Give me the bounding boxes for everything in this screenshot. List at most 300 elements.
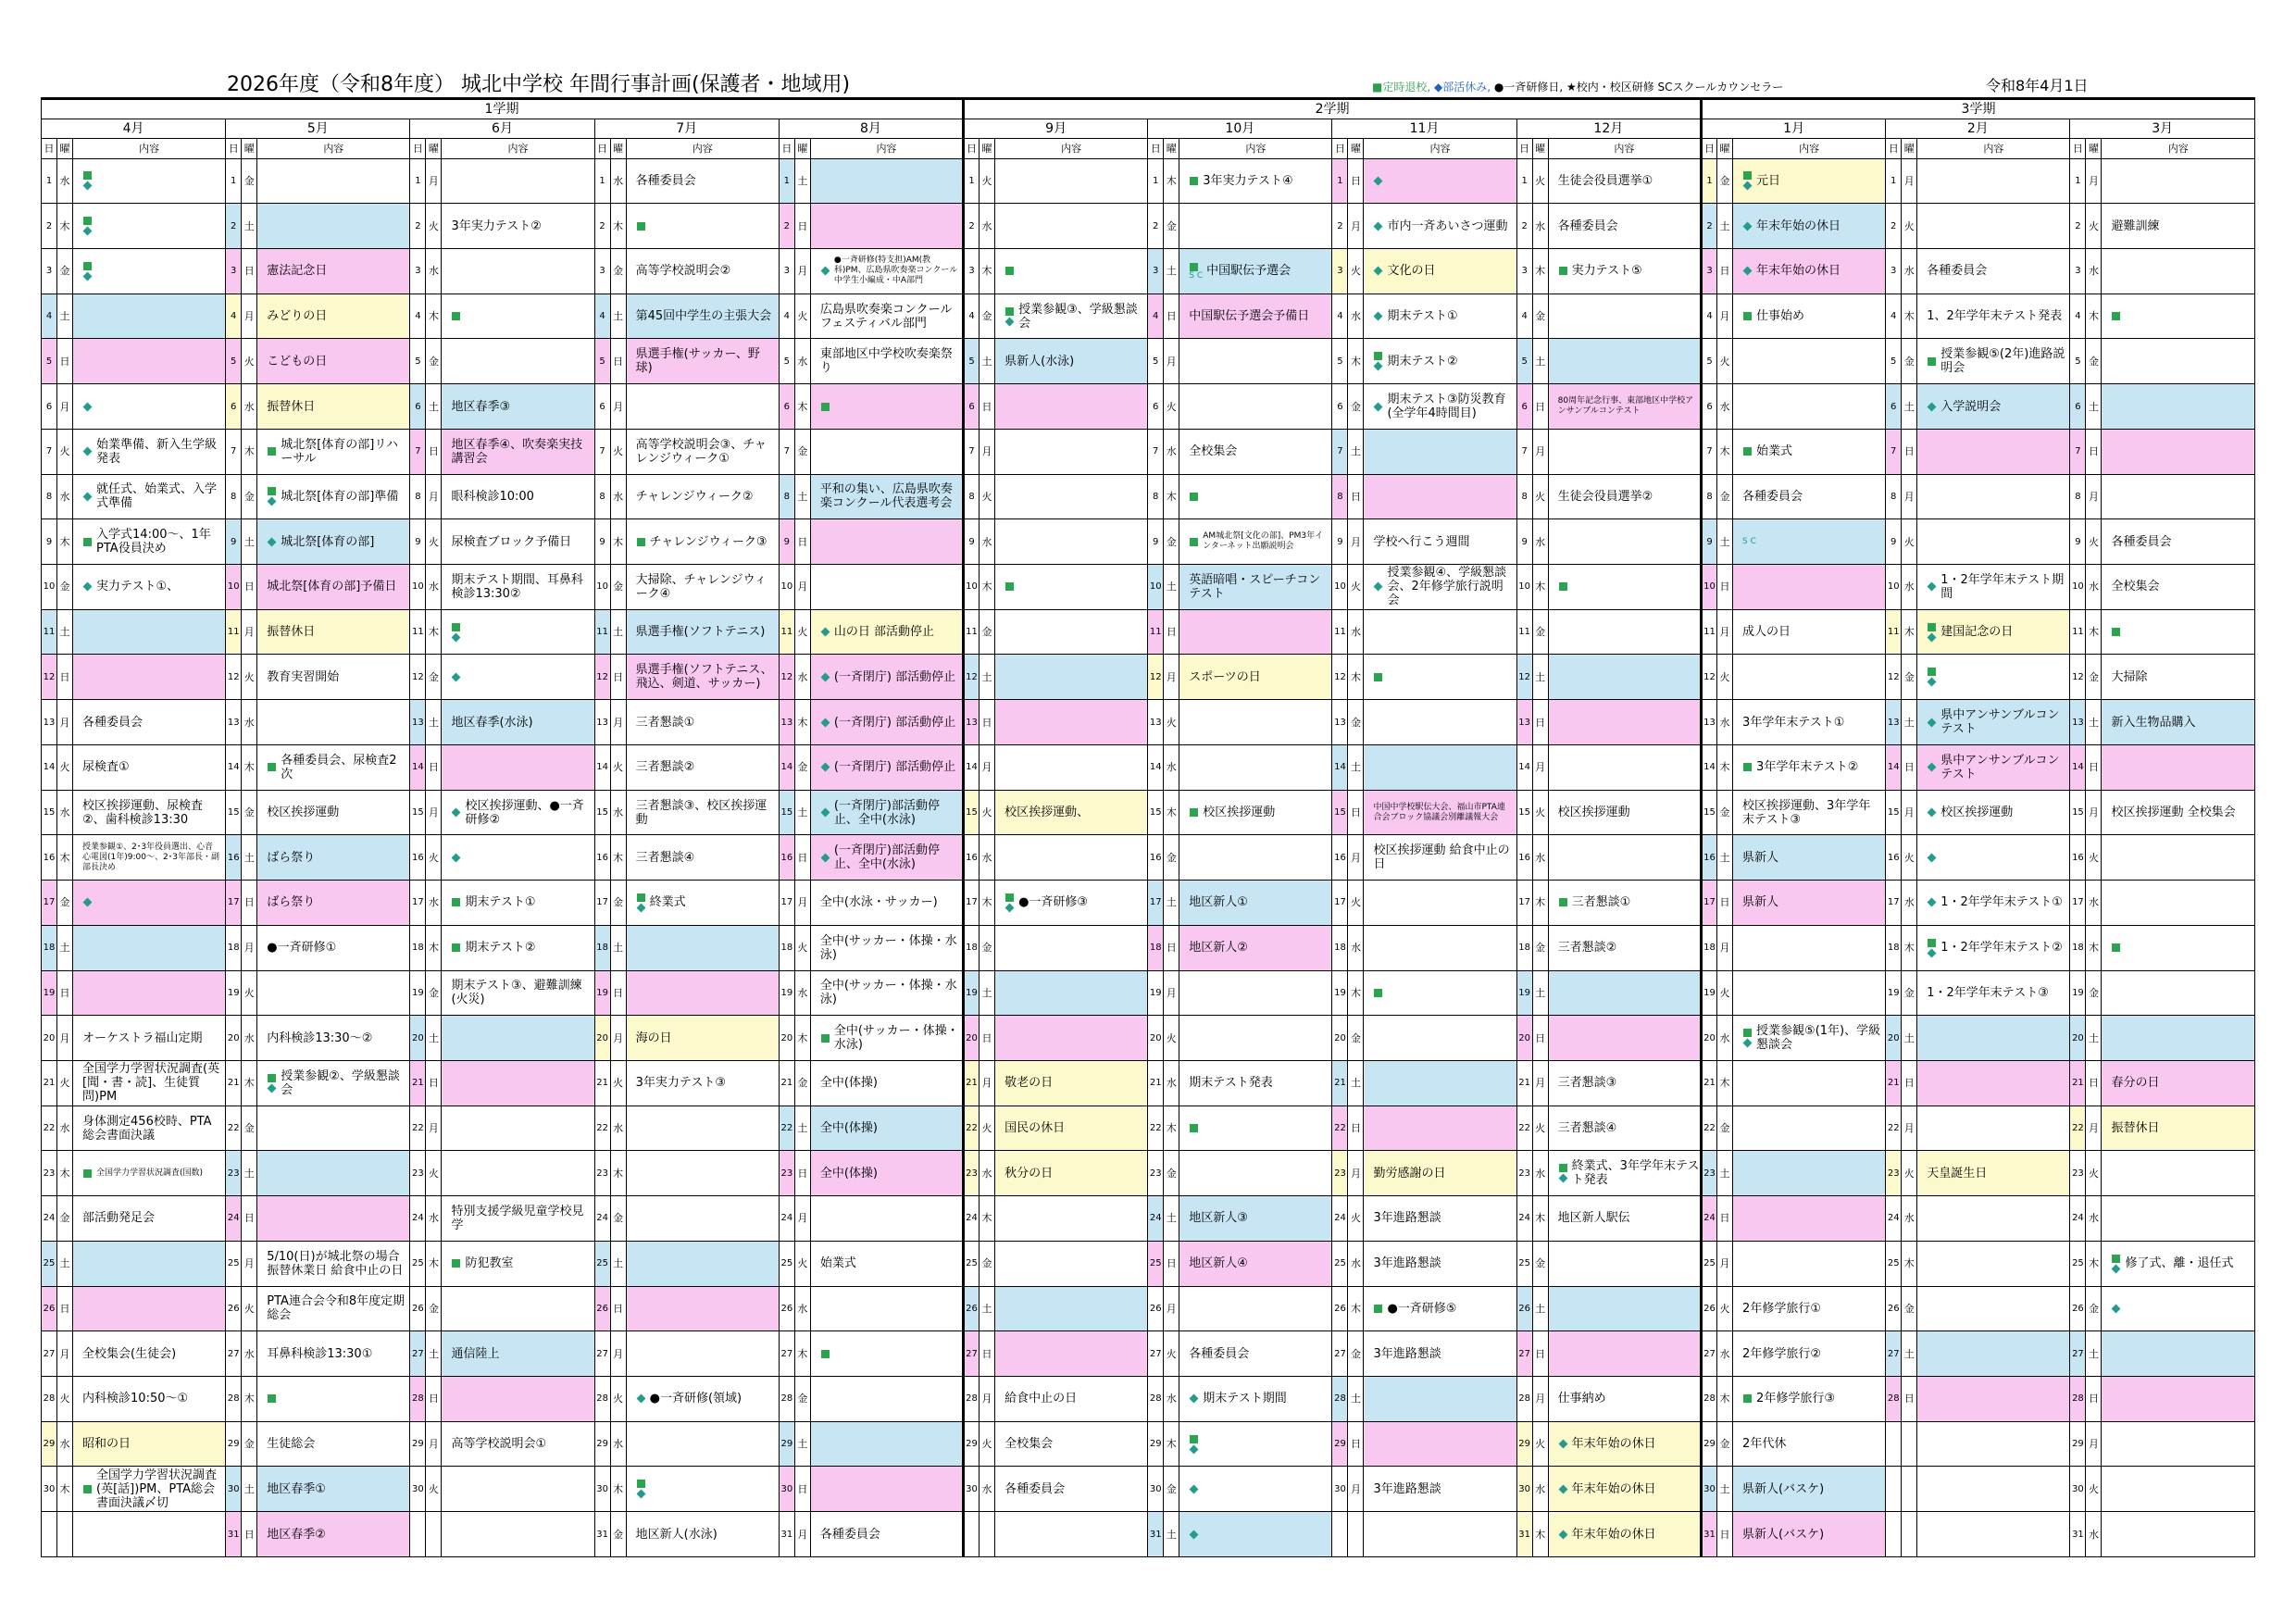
day-of-week: 月: [794, 249, 810, 294]
day-of-week: 月: [57, 1016, 73, 1061]
day-of-week: 月: [2086, 158, 2102, 204]
day-content: [810, 204, 963, 249]
event-text: 仕事納め: [1557, 1392, 1606, 1406]
day-content: [1917, 429, 2070, 474]
day-content: [73, 384, 226, 430]
day-content: [1548, 1512, 1701, 1557]
day-of-week: 木: [1164, 158, 1179, 204]
bukatsu-diamond-icon: [1558, 1440, 1567, 1449]
day-of-week: 月: [1164, 339, 1179, 384]
day-of-week: 土: [1532, 655, 1548, 700]
day-number: 15: [1516, 790, 1532, 835]
event-text: ばら祭り: [267, 895, 316, 910]
day-number: 16: [2070, 835, 2086, 881]
day-of-week: 水: [2086, 249, 2102, 294]
event-text: 山の日 部活動停止: [833, 625, 934, 640]
day-of-week: 火: [1164, 700, 1179, 745]
day-number: 31: [1148, 1512, 1164, 1557]
event-text: 各種委員会: [1927, 264, 1988, 279]
day-number: 23: [964, 1151, 980, 1196]
day-content: [1733, 925, 1886, 970]
day-content: [1179, 474, 1332, 519]
day-content: [2102, 1331, 2255, 1377]
day-content: [1733, 249, 1886, 294]
day-content: [1364, 1376, 1516, 1421]
day-number: 2: [1148, 204, 1164, 249]
teiji-square-icon: [1928, 939, 1936, 947]
day-content: [1733, 429, 1886, 474]
day-of-week: 土: [1164, 249, 1179, 294]
day-of-week: 土: [242, 835, 257, 881]
teiji-square-icon: [1374, 673, 1382, 681]
teiji-square-icon: [83, 262, 92, 270]
day-content: [810, 1106, 963, 1151]
day-content: [73, 881, 226, 926]
day-content: [1733, 158, 1886, 204]
day-content: [442, 565, 594, 610]
day-content: [810, 790, 963, 835]
day-content: [1364, 835, 1516, 881]
day-of-week: 月: [980, 1060, 995, 1106]
day-content: [1548, 835, 1701, 881]
day-of-week: 日: [57, 1286, 73, 1331]
marker-group: [820, 672, 830, 682]
teiji-square-icon: [1374, 989, 1382, 997]
day-of-week: 水: [1532, 204, 1548, 249]
month-header: 4月: [42, 119, 226, 139]
event-text: (一斉閉庁)部活動停止、全中(水泳): [833, 843, 940, 872]
event-text: 授業参観④、学級懇談会、2年修学旅行説明会: [1387, 566, 1507, 608]
event-text: 地区春季④、吹奏楽実技講習会: [451, 437, 583, 466]
day-of-week: 月: [1532, 1376, 1548, 1421]
day-of-week: 木: [242, 744, 257, 790]
day-content: [810, 1331, 963, 1377]
day-of-week: 木: [794, 384, 810, 430]
day-of-week: 土: [242, 204, 257, 249]
day-content: [1733, 609, 1886, 655]
day-number: 27: [964, 1331, 980, 1377]
event-text: 5/10(日)が城北祭の場合振替休業日 給食中止の日: [267, 1249, 404, 1278]
day-content: [73, 1331, 226, 1377]
day-content: [1364, 655, 1516, 700]
day-number: 6: [1332, 384, 1348, 430]
day-of-week: 土: [1164, 565, 1179, 610]
day-number: 9: [1886, 519, 1902, 565]
event-text: 身体測定456校時、PTA総会書面決議: [82, 1114, 212, 1143]
day-of-week: 水: [1717, 700, 1733, 745]
marker-group: [1004, 306, 1015, 327]
day-of-week: [1902, 1467, 1917, 1512]
day-content: [1917, 565, 2070, 610]
day-content: [2102, 474, 2255, 519]
day-content: [1917, 609, 2070, 655]
marker-group: [636, 537, 646, 547]
day-number: 6: [1886, 384, 1902, 430]
day-content: [257, 881, 410, 926]
day-number: 16: [779, 835, 794, 881]
day-content: [2102, 158, 2255, 204]
event-text: 各種委員会: [819, 1527, 880, 1542]
col-day-label: 日: [2070, 139, 2086, 158]
teiji-square-icon: [452, 898, 460, 906]
day-number: 28: [1886, 1376, 1902, 1421]
day-number: 11: [1702, 609, 1717, 655]
day-content: [442, 1286, 594, 1331]
day-number: 27: [1148, 1331, 1164, 1377]
day-content: [995, 925, 1148, 970]
day-number: 28: [42, 1376, 57, 1421]
day-of-week: 金: [1348, 700, 1364, 745]
event-text: 新入生物品購入: [2111, 715, 2196, 730]
day-row: [42, 1421, 2255, 1467]
day-number: 24: [410, 1196, 426, 1242]
day-content: [1364, 744, 1516, 790]
event-text: 部活動発足会: [82, 1211, 156, 1226]
event-text: 元日: [1756, 173, 1781, 188]
day-of-week: 月: [610, 1331, 626, 1377]
teiji-square-icon: [83, 1485, 92, 1493]
day-content: [442, 655, 594, 700]
day-content: [1548, 519, 1701, 565]
col-day-label: 日: [1332, 139, 1348, 158]
day-content: [73, 565, 226, 610]
day-number: 19: [1886, 970, 1902, 1016]
teiji-square-icon: [1005, 307, 1014, 316]
day-content: [1364, 204, 1516, 249]
event-text: 建国記念の日: [1940, 625, 2014, 640]
event-text: 3年学年末テスト②: [1756, 760, 1859, 775]
day-content: [1179, 1106, 1332, 1151]
day-content: [1179, 339, 1332, 384]
day-number: 1: [1148, 158, 1164, 204]
day-content: [1917, 1376, 2070, 1421]
day-number: 5: [2070, 339, 2086, 384]
day-number: 14: [1148, 744, 1164, 790]
day-content: [1733, 294, 1886, 339]
day-content: [73, 790, 226, 835]
day-content: [810, 249, 963, 294]
day-number: 18: [779, 925, 794, 970]
day-content: [442, 429, 594, 474]
day-content: [626, 744, 779, 790]
day-number: 15: [410, 790, 426, 835]
day-of-week: 土: [794, 158, 810, 204]
day-number: 21: [964, 1060, 980, 1106]
month-header: 6月: [410, 119, 594, 139]
day-of-week: 金: [1717, 158, 1733, 204]
col-content-label: 内容: [2102, 139, 2255, 158]
day-of-week: 火: [2086, 1151, 2102, 1196]
day-of-week: 金: [1532, 1241, 1548, 1286]
day-of-week: 木: [794, 700, 810, 745]
day-of-week: 日: [980, 1331, 995, 1377]
marker-group: [451, 807, 461, 818]
day-number: 19: [42, 970, 57, 1016]
day-number: 23: [1332, 1151, 1348, 1196]
day-content: [2102, 655, 2255, 700]
marker-group: [1927, 897, 1937, 907]
day-number: 2: [1702, 204, 1717, 249]
event-text: 全中(体操): [819, 1076, 878, 1091]
day-of-week: 日: [1164, 294, 1179, 339]
day-number: 27: [410, 1331, 426, 1377]
day-number: 6: [1148, 384, 1164, 430]
day-number: 14: [1516, 744, 1532, 790]
day-of-week: 日: [1532, 1331, 1548, 1377]
event-text: 耳鼻科検診13:30①: [267, 1346, 373, 1361]
day-of-week: 火: [1348, 249, 1364, 294]
day-content: [626, 519, 779, 565]
day-number: 26: [1516, 1286, 1532, 1331]
day-of-week: 火: [1717, 339, 1733, 384]
day-content: [1733, 474, 1886, 519]
bukatsu-diamond-icon: [1005, 317, 1015, 326]
day-of-week: 木: [1348, 339, 1364, 384]
day-of-week: 月: [794, 881, 810, 926]
day-content: [2102, 744, 2255, 790]
day-content: [73, 1467, 226, 1512]
day-number: 21: [1332, 1060, 1348, 1106]
day-content: [2102, 1106, 2255, 1151]
day-of-week: 木: [1532, 1512, 1548, 1557]
day-content: [1917, 1512, 2070, 1557]
day-of-week: 日: [1348, 1421, 1364, 1467]
day-number: 3: [1148, 249, 1164, 294]
event-text: 全校集会: [2111, 580, 2160, 594]
day-of-week: 土: [1348, 744, 1364, 790]
event-text: 城北祭[体育の部]: [281, 534, 375, 549]
event-text: ●一斉研修①: [267, 941, 337, 956]
event-text: ばら祭り: [267, 850, 316, 865]
day-number: 23: [42, 1151, 57, 1196]
day-content: [1548, 1331, 1701, 1377]
day-of-week: 土: [242, 519, 257, 565]
day-content: [1733, 1286, 1886, 1331]
event-text: 城北祭[体育の部]準備: [281, 489, 399, 504]
day-number: 19: [2070, 970, 2086, 1016]
day-of-week: 火: [57, 429, 73, 474]
day-of-week: 木: [1164, 1421, 1179, 1467]
day-content: [1733, 339, 1886, 384]
day-content: [442, 881, 594, 926]
day-of-week: 土: [426, 700, 442, 745]
day-content: [2102, 1060, 2255, 1106]
day-of-week: 月: [1164, 655, 1179, 700]
marker-group: [1189, 492, 1199, 502]
day-of-week: 水: [1348, 925, 1364, 970]
day-of-week: 月: [1717, 925, 1733, 970]
day-of-week: 金: [426, 339, 442, 384]
day-content: [1917, 384, 2070, 430]
day-content: [257, 655, 410, 700]
day-of-week: 木: [1717, 744, 1733, 790]
day-content: [1733, 1241, 1886, 1286]
marker-group: [1189, 1123, 1199, 1133]
day-number: 20: [964, 1016, 980, 1061]
marker-group: [1004, 893, 1015, 913]
day-content: [1548, 609, 1701, 655]
marker-group: [1373, 351, 1383, 371]
day-number: 25: [964, 1241, 980, 1286]
event-text: 3年実力テスト②: [451, 219, 542, 233]
day-number: 6: [42, 384, 57, 430]
event-text: 期末テスト発表: [1189, 1076, 1273, 1091]
marker-group: [2111, 943, 2121, 953]
day-content: [257, 1196, 410, 1242]
day-number: 7: [1702, 429, 1717, 474]
day-number: 12: [1516, 655, 1532, 700]
teiji-square-icon: [637, 1480, 645, 1488]
day-number: 13: [1148, 700, 1164, 745]
event-text: 城北祭[体育の部]リハーサル: [281, 437, 398, 466]
marker-group: [1927, 622, 1937, 643]
day-content: [810, 1467, 963, 1512]
day-content: [626, 294, 779, 339]
marker-group: [1742, 221, 1753, 231]
day-content: [810, 970, 963, 1016]
bukatsu-diamond-icon: [1374, 312, 1383, 321]
marker-group: [1927, 581, 1937, 592]
bukatsu-diamond-icon: [1190, 1484, 1199, 1493]
event-text: (一斉閉庁) 部活動停止: [833, 715, 956, 730]
day-of-week: 水: [2086, 565, 2102, 610]
day-content: [1548, 294, 1701, 339]
event-text: 振替休日: [2111, 1121, 2160, 1136]
day-content: [1917, 1060, 2070, 1106]
day-content: [810, 655, 963, 700]
day-number: 20: [2070, 1016, 2086, 1061]
day-content: [1364, 970, 1516, 1016]
day-of-week: 水: [57, 1106, 73, 1151]
day-number: 15: [1332, 790, 1348, 835]
day-of-week: 木: [57, 204, 73, 249]
day-number: 26: [1886, 1286, 1902, 1331]
day-number: 26: [1702, 1286, 1717, 1331]
day-of-week: 火: [426, 1467, 442, 1512]
day-content: [1179, 1467, 1332, 1512]
day-content: [1733, 700, 1886, 745]
day-content: [2102, 609, 2255, 655]
day-of-week: 月: [980, 1376, 995, 1421]
day-content: [1179, 744, 1332, 790]
event-text: 校区挨拶運動: [1940, 806, 2014, 819]
marker-group: [1373, 988, 1383, 998]
day-of-week: 木: [242, 1060, 257, 1106]
teiji-square-icon: [1559, 267, 1567, 275]
day-content: [1179, 1331, 1332, 1377]
teiji-square-icon: [1190, 808, 1198, 817]
event-text: 校区挨拶運動、3年学年末テスト③: [1742, 798, 1871, 827]
day-content: [2102, 339, 2255, 384]
day-of-week: 金: [2086, 970, 2102, 1016]
day-number: 9: [42, 519, 57, 565]
event-text: 東部地区中学校吹奏楽祭り: [819, 347, 953, 376]
event-text: 3年実力テスト④: [1203, 173, 1293, 188]
col-dow-label: 曜: [1717, 139, 1733, 158]
day-of-week: 木: [1164, 474, 1179, 519]
day-content: [810, 1016, 963, 1061]
day-number: 18: [1148, 925, 1164, 970]
bukatsu-diamond-icon: [83, 181, 93, 191]
day-content: [1733, 1512, 1886, 1557]
day-content: [442, 1196, 594, 1242]
event-text: 期末テスト期間: [1203, 1392, 1287, 1406]
day-content: [257, 429, 410, 474]
day-content: [73, 519, 226, 565]
day-of-week: 金: [1164, 1151, 1179, 1196]
day-of-week: 土: [2086, 1331, 2102, 1377]
day-of-week: 木: [610, 1467, 626, 1512]
day-content: [1733, 384, 1886, 430]
day-content: [1733, 1421, 1886, 1467]
day-number: 19: [1148, 970, 1164, 1016]
teiji-square-icon: [637, 222, 645, 231]
bukatsu-diamond-icon: [636, 1490, 645, 1499]
day-number: 3: [964, 249, 980, 294]
event-text: 1、2年学年末テスト発表: [1927, 309, 2063, 324]
day-content: [810, 519, 963, 565]
day-of-week: 土: [794, 474, 810, 519]
bukatsu-diamond-icon: [820, 267, 830, 276]
teiji-square-icon: [821, 1350, 830, 1358]
day-number: 2: [2070, 204, 2086, 249]
day-content: [995, 1060, 1148, 1106]
day-number: 26: [1148, 1286, 1164, 1331]
day-content: [2102, 204, 2255, 249]
event-text: 全中(サッカー・体操・水泳): [819, 933, 957, 962]
day-of-week: 土: [1164, 1196, 1179, 1242]
day-content: [1917, 1016, 2070, 1061]
day-number: 13: [779, 700, 794, 745]
event-text: 生徒会役員選挙②: [1557, 489, 1653, 504]
day-content: [626, 204, 779, 249]
day-of-week: 火: [1902, 835, 1917, 881]
day-number: 6: [964, 384, 980, 430]
col-dow-label: 曜: [57, 139, 73, 158]
bukatsu-diamond-icon: [1374, 176, 1383, 185]
day-number: 7: [964, 429, 980, 474]
col-day-label: 日: [964, 139, 980, 158]
day-content: [1917, 339, 2070, 384]
marker-group: [1742, 170, 1753, 191]
day-number: 12: [1148, 655, 1164, 700]
day-of-week: 月: [426, 1421, 442, 1467]
event-text: 眼科検診10:00: [451, 489, 534, 504]
event-text: 3年実力テスト③: [635, 1076, 727, 1091]
event-text: 各種委員会: [1004, 1481, 1066, 1496]
bukatsu-diamond-icon: [1374, 402, 1383, 411]
marker-group: [1373, 221, 1383, 231]
day-of-week: 日: [57, 339, 73, 384]
day-of-week: 日: [794, 1467, 810, 1512]
day-content: [2102, 565, 2255, 610]
day-number: 9: [2070, 519, 2086, 565]
event-text: 年末年始の休日: [1756, 219, 1841, 233]
day-number: [1886, 1421, 1902, 1467]
day-content: [73, 970, 226, 1016]
day-row: [42, 970, 2255, 1016]
day-number: 5: [1148, 339, 1164, 384]
day-content: [1917, 881, 2070, 926]
day-of-week: 金: [610, 1196, 626, 1242]
day-of-week: 火: [1717, 970, 1733, 1016]
day-number: 19: [779, 970, 794, 1016]
day-content: [626, 1196, 779, 1242]
event-text: 1・2年学年末テスト②: [1940, 941, 2063, 956]
day-number: 20: [1886, 1016, 1902, 1061]
day-content: [257, 474, 410, 519]
day-number: 14: [2070, 744, 2086, 790]
